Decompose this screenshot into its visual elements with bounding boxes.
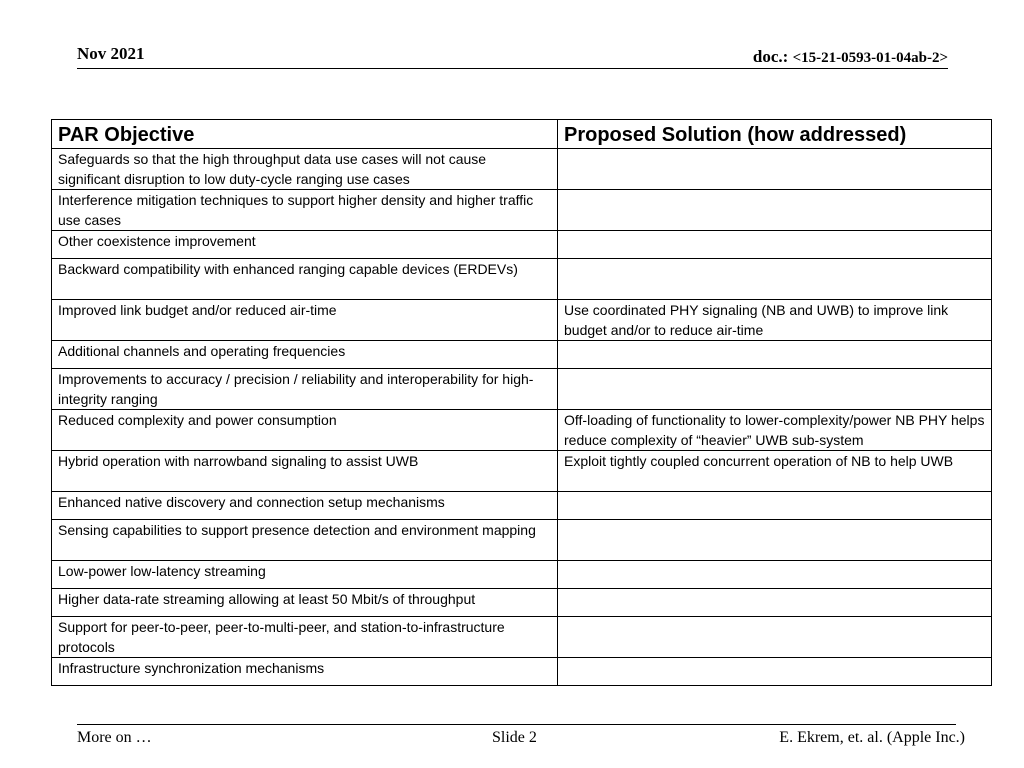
par-objective-cell: Low-power low-latency streaming — [52, 561, 558, 589]
par-objective-cell: Improved link budget and/or reduced air-time — [52, 300, 558, 341]
table-row — [52, 149, 992, 190]
proposed-solution-cell — [558, 149, 992, 190]
footer-left-text: More on … — [77, 729, 152, 746]
header-date: Nov 2021 — [77, 44, 145, 63]
column-header-par-objective: PAR Objective — [52, 120, 558, 149]
table-row — [52, 341, 992, 369]
column-header-proposed-solution: Proposed Solution (how addressed) — [558, 120, 992, 149]
proposed-solution-cell — [558, 341, 992, 369]
table-row — [52, 520, 992, 561]
header-divider — [77, 68, 948, 69]
par-objective-cell: Improvements to accuracy / precision / reliability and interoperability for high-integrity ranging — [52, 369, 558, 410]
par-objective-cell: Safeguards so that the high throughput data use cases will not cause significant disruption to low duty-cycle ranging use cases — [52, 149, 558, 190]
footer-divider — [77, 724, 956, 725]
proposed-solution-cell — [558, 589, 992, 617]
par-objective-cell: Infrastructure synchronization mechanisms — [52, 658, 558, 686]
doc-number: <15-21-0593-01-04ab-2> — [792, 50, 948, 66]
proposed-solution-cell — [558, 259, 992, 300]
proposed-solution-cell — [558, 369, 992, 410]
table-row — [52, 617, 992, 658]
table-row — [52, 492, 992, 520]
table-body — [52, 149, 992, 686]
table-row — [52, 190, 992, 231]
table-row — [52, 369, 992, 410]
par-objective-cell: Reduced complexity and power consumption — [52, 410, 558, 451]
par-objective-cell: Sensing capabilities to support presence detection and environment mapping — [52, 520, 558, 561]
proposed-solution-cell — [558, 492, 992, 520]
table-row — [52, 300, 992, 341]
proposed-solution-cell — [558, 617, 992, 658]
table-row — [52, 561, 992, 589]
table-row — [52, 589, 992, 617]
proposed-solution-cell — [558, 561, 992, 589]
table-row — [52, 410, 992, 451]
proposed-solution-cell — [558, 190, 992, 231]
par-objective-cell: Interference mitigation techniques to support higher density and higher traffic use cases — [52, 190, 558, 231]
table-row — [52, 451, 992, 492]
footer-authors: E. Ekrem, et. al. (Apple Inc.) — [779, 729, 965, 746]
table-row — [52, 658, 992, 686]
table-row — [52, 231, 992, 259]
proposed-solution-cell: Exploit tightly coupled concurrent operation of NB to help UWB — [558, 451, 992, 492]
par-objective-cell: Enhanced native discovery and connection setup mechanisms — [52, 492, 558, 520]
par-objectives-table — [51, 119, 992, 686]
par-objective-cell: Higher data-rate streaming allowing at least 50 Mbit/s of throughput — [52, 589, 558, 617]
doc-label: doc.: — [752, 47, 793, 66]
header-doc-id — [753, 47, 948, 67]
proposed-solution-cell — [558, 231, 992, 259]
proposed-solution-cell: Use coordinated PHY signaling (NB and UWB) to improve link budget and/or to reduce air-time — [558, 300, 992, 341]
table-row — [52, 259, 992, 300]
table-header-row — [52, 120, 992, 149]
proposed-solution-cell — [558, 520, 992, 561]
par-objective-cell: Hybrid operation with narrowband signaling to assist UWB — [52, 451, 558, 492]
proposed-solution-cell — [558, 658, 992, 686]
slide-number: Slide 2 — [492, 729, 537, 746]
par-objective-cell: Support for peer-to-peer, peer-to-multi-peer, and station-to-infrastructure protocols — [52, 617, 558, 658]
par-objective-cell: Other coexistence improvement — [52, 231, 558, 259]
par-objective-cell: Additional channels and operating frequencies — [52, 341, 558, 369]
par-objective-cell: Backward compatibility with enhanced ranging capable devices (ERDEVs) — [52, 259, 558, 300]
proposed-solution-cell: Off-loading of functionality to lower-complexity/power NB PHY helps reduce complexity of “heavier” UWB sub-system — [558, 410, 992, 451]
